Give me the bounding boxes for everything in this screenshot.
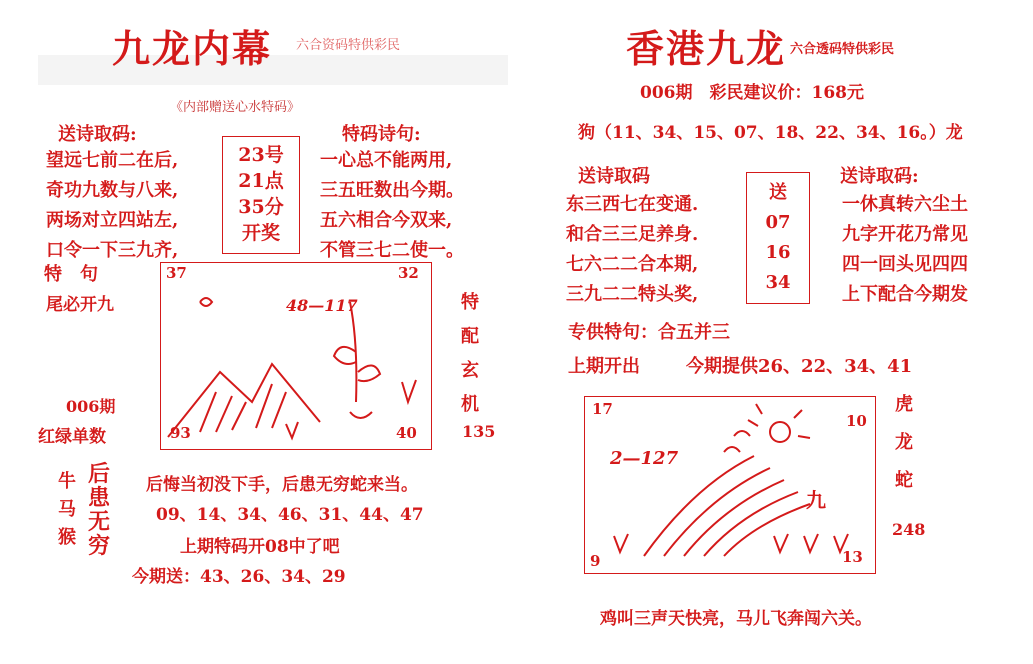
right-side-zodiac <box>892 386 916 500</box>
left-line4: 今期送：43、26、34、29 <box>132 567 346 587</box>
pic-num-mid: 48—117 <box>286 296 358 315</box>
price-line: 006期 彩民建议价：168元 <box>640 83 864 103</box>
left-bracket-note: 《内部赠送心水特码》 <box>170 100 301 115</box>
right-subtitle: 六合透码特供彩民 <box>790 42 895 57</box>
poem-line: 奇功九数与八来, <box>46 180 179 201</box>
special-sentence-text: 尾必开九 <box>46 295 114 315</box>
pic-num-tr: 32 <box>398 264 419 282</box>
right-title: 香港九龙 <box>626 26 787 71</box>
right-side-number: 248 <box>892 520 926 539</box>
send-box-text <box>750 178 806 298</box>
red-green-odd: 红绿单数 <box>38 427 106 447</box>
dog-dragon-line: 狗（11、34、15、07、18、22、34、16。）龙 <box>578 123 963 143</box>
left-poem-label: 送诗取码: <box>58 124 137 145</box>
zodiac-item: 猴 <box>58 527 76 548</box>
left-poem-right <box>320 146 464 266</box>
draw-label: 开奖 <box>241 222 280 244</box>
poem-line: 一心总不能两用, <box>320 150 453 171</box>
draw-point: 21点 <box>238 170 284 192</box>
rpic-num-tl: 17 <box>592 400 613 418</box>
big-chars <box>88 462 110 558</box>
send-num: 34 <box>765 272 791 293</box>
vchar: 玄 <box>461 360 479 381</box>
rpic-nine: 九 <box>806 488 826 512</box>
left-special-poem-label: 特码诗句: <box>342 124 421 145</box>
send-label: 送 <box>769 182 787 203</box>
right-puzzle-drawing <box>584 396 876 574</box>
left-line2: 09、14、34、46、31、44、47 <box>156 505 424 525</box>
current-offer: 今期提供26、22、34、41 <box>686 356 913 377</box>
big-char: 后 <box>88 461 111 487</box>
zodiac-item: 马 <box>58 499 76 520</box>
zodiac-item: 虎 <box>895 394 913 415</box>
poem-line: 四一回头见四四 <box>842 254 968 275</box>
right-poem-label-left: 送诗取码 <box>578 166 650 187</box>
draw-hour: 23号 <box>238 144 284 166</box>
rpic-num-tr: 10 <box>846 412 867 430</box>
left-subtitle: 六合资码特供彩民 <box>296 38 401 53</box>
pic-num-tl: 37 <box>166 264 187 282</box>
left-puzzle-drawing <box>160 262 432 450</box>
big-char: 患 <box>88 485 111 511</box>
poem-line: 不管三七二使一。 <box>320 240 464 261</box>
special-sentence-label: 特 句 <box>44 264 98 285</box>
big-char: 穷 <box>88 533 111 559</box>
poem-line: 东三西七在变通. <box>566 194 699 215</box>
title-shadow-band <box>38 55 508 85</box>
left-issue: 006期 <box>66 397 116 416</box>
draw-time-text <box>226 142 296 246</box>
left-line3: 上期特码开08中了吧 <box>180 537 340 557</box>
special-hint-vertical <box>458 286 482 422</box>
vchar: 机 <box>461 394 479 415</box>
right-poem-label-right: 送诗取码: <box>840 166 919 187</box>
poem-line: 五六相合今双来, <box>320 210 453 231</box>
rpic-num-mid: 2—127 <box>610 448 679 469</box>
poem-line: 三九二二特头奖, <box>566 284 699 305</box>
poem-line: 九字开花乃常见 <box>842 224 968 245</box>
pic-num-bl: 93 <box>170 424 191 442</box>
last-issue-label: 上期开出 <box>568 356 640 377</box>
special-line: 专供特句：合五并三 <box>568 322 730 343</box>
poem-line: 和合三三足养身. <box>566 224 699 245</box>
zodiac-list <box>58 468 76 552</box>
big-char: 无 <box>88 509 111 535</box>
right-poem-left <box>566 190 698 310</box>
right-poem-right <box>842 190 968 310</box>
left-title: 九龙内幕 <box>112 26 273 71</box>
send-num: 16 <box>765 242 791 263</box>
vchar: 特 <box>461 292 479 313</box>
draw-minute: 35分 <box>238 196 284 218</box>
poem-line: 口令一下三九齐, <box>46 240 179 261</box>
rpic-num-br: 13 <box>842 548 863 566</box>
left-side-number: 135 <box>462 422 496 441</box>
poem-line: 望远七前二在后, <box>46 150 179 171</box>
poem-line: 上下配合今期发 <box>842 284 968 305</box>
right-bottom-line: 鸡叫三声天快亮，马儿飞奔闯六关。 <box>600 609 872 629</box>
left-poem-left <box>46 146 178 266</box>
send-num: 07 <box>765 212 791 233</box>
zodiac-item: 龙 <box>895 432 913 453</box>
poem-line: 一休真转六尘土 <box>842 194 968 215</box>
pic-num-br: 40 <box>396 424 417 442</box>
poem-line: 七六二二合本期, <box>566 254 699 275</box>
zodiac-item: 牛 <box>58 471 76 492</box>
rpic-num-bl: 9 <box>590 552 601 570</box>
poem-line: 两场对立四站左, <box>46 210 179 231</box>
poem-line: 三五旺数出今期。 <box>320 180 464 201</box>
vchar: 配 <box>461 326 479 347</box>
left-line1: 后悔当初没下手，后患无穷蛇来当。 <box>146 475 418 495</box>
zodiac-item: 蛇 <box>895 470 913 491</box>
